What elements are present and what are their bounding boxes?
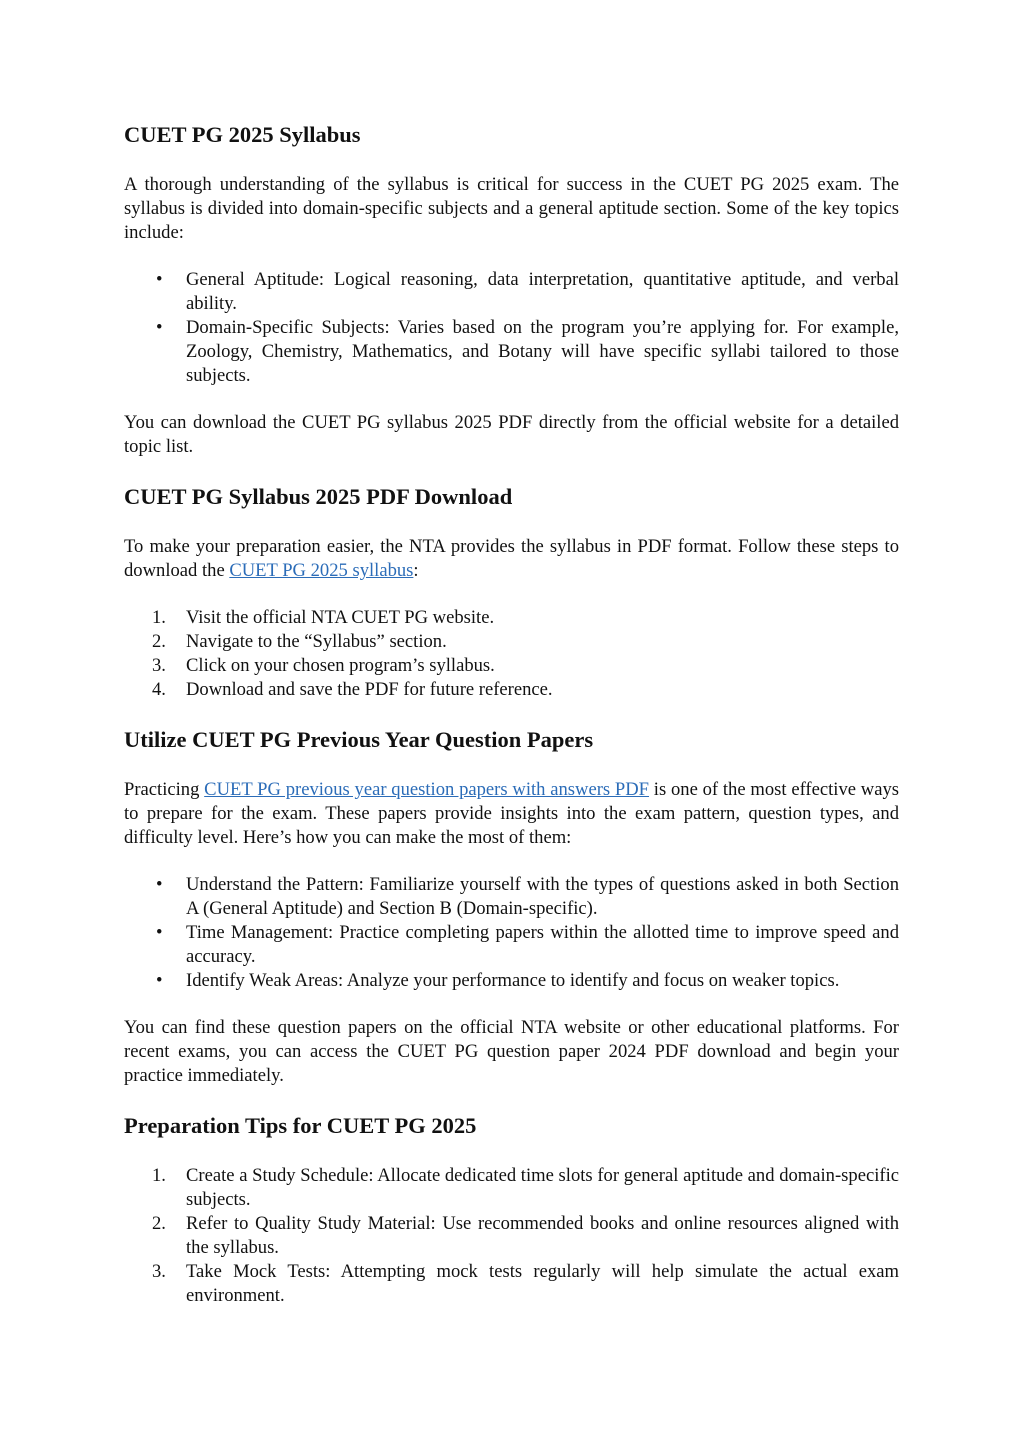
step-number: 3. <box>152 1261 166 1282</box>
list-item: 4. Download and save the PDF for future reference. <box>152 679 553 700</box>
list-item: • Understand the Pattern: Familiarize yourself with the types of questions asked in both Section A (General Aptitude) and Section B (Domain-specific). <box>156 874 899 919</box>
step-number: 3. <box>152 655 166 676</box>
section-heading-previous-papers: Utilize CUET PG Previous Year Question Papers <box>124 727 594 752</box>
list-item: 2. Navigate to the “Syllabus” section. <box>152 631 447 652</box>
list-item: • Domain-Specific Subjects: Varies based on the program you’re applying for. For example, Zoology, Chemistry, Mathematics, and Botany will have specific syllabi tailored to those subjects. <box>156 317 899 386</box>
previous-papers-tips-list <box>124 873 899 993</box>
list-item: 3. Take Mock Tests: Attempting mock tests regularly will help simulate the actual exam environment. <box>152 1261 899 1306</box>
section-heading-preparation-tips: Preparation Tips for CUET PG 2025 <box>124 1113 477 1138</box>
list-item: 1. Create a Study Schedule: Allocate dedicated time slots for general aptitude and domain-specific subjects. <box>152 1165 899 1210</box>
step-number: 1. <box>152 607 166 628</box>
bullet-icon: • <box>156 874 163 895</box>
syllabus-topics-list <box>124 268 899 388</box>
list-item: • Identify Weak Areas: Analyze your performance to identify and focus on weaker topics. <box>156 970 840 991</box>
pdf-download-intro-paragraph: To make your preparation easier, the NTA provides the syllabus in PDF format. Follow these steps to download the CUET PG 2025 syllabus: <box>124 536 899 581</box>
syllabus-outro-paragraph: You can download the CUET PG syllabus 2025 PDF directly from the official website for a detailed topic list. <box>124 412 899 457</box>
bullet-icon: • <box>156 970 163 991</box>
step-number: 1. <box>152 1165 166 1186</box>
bullet-icon: • <box>156 317 163 338</box>
list-item: • Time Management: Practice completing papers within the allotted time to improve speed and accuracy. <box>156 922 899 967</box>
section-heading-syllabus: CUET PG 2025 Syllabus <box>124 122 361 147</box>
list-item: 3. Click on your chosen program’s syllabus. <box>152 655 495 676</box>
list-item: 1. Visit the official NTA CUET PG website. <box>152 607 495 628</box>
bullet-icon: • <box>156 922 163 943</box>
previous-papers-outro-paragraph: You can find these question papers on the official NTA website or other educational platforms. For recent exams, you can access the CUET PG question paper 2024 PDF download and begin your practice immediately. <box>124 1017 899 1086</box>
document-page <box>124 120 899 1308</box>
section-heading-pdf-download: CUET PG Syllabus 2025 PDF Download <box>124 484 513 509</box>
question-papers-link[interactable]: CUET PG previous year question papers with answers PDF <box>204 779 650 800</box>
bullet-icon: • <box>156 269 163 290</box>
step-number: 4. <box>152 679 166 700</box>
previous-papers-intro-paragraph: Practicing CUET PG previous year question papers with answers PDF is one of the most effective ways to prepare for the exam. These papers provide insights into the exam pattern, question types, and difficulty level. Here’s how you can make the most of them: <box>124 779 900 848</box>
preparation-tips-list <box>124 1164 899 1308</box>
step-number: 2. <box>152 631 166 652</box>
step-number: 2. <box>152 1213 166 1234</box>
list-item: 2. Refer to Quality Study Material: Use recommended books and online resources aligned with the syllabus. <box>152 1213 899 1258</box>
list-item: • General Aptitude: Logical reasoning, data interpretation, quantitative aptitude, and verbal ability. <box>156 269 899 314</box>
syllabus-link[interactable]: CUET PG 2025 syllabus <box>229 560 414 581</box>
syllabus-intro-paragraph: A thorough understanding of the syllabus is critical for success in the CUET PG 2025 exam. The syllabus is divided into domain-specific subjects and a general aptitude section. Some of the key topics include: <box>124 174 899 243</box>
download-steps-list <box>124 606 899 702</box>
